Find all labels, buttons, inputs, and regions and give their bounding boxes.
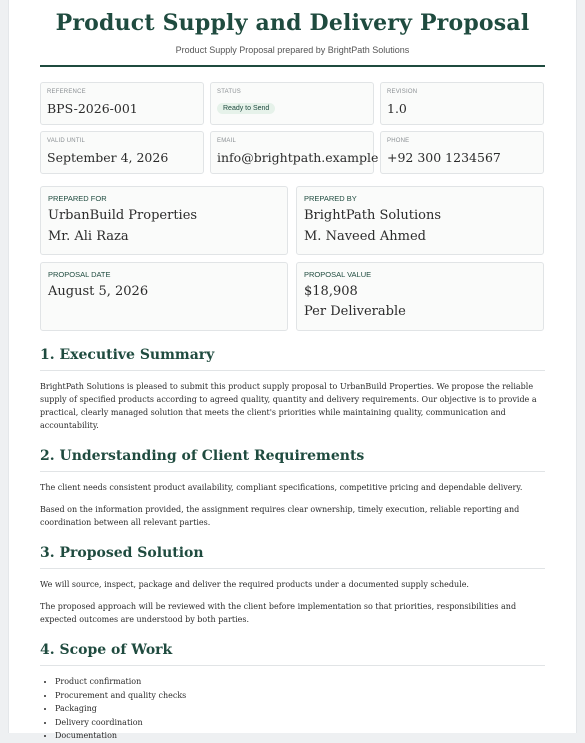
section-heading: 1. Executive Summary xyxy=(40,347,545,371)
proposal-value-label: PROPOSAL VALUE xyxy=(304,270,372,279)
section-executive-summary xyxy=(40,347,545,432)
list-item: • Documentation xyxy=(55,729,545,743)
client-contact: Mr. Ali Raza xyxy=(48,229,129,244)
proposal-date-value: August 5, 2026 xyxy=(48,284,149,299)
proposal-date-card xyxy=(40,262,288,331)
section-client-requirements xyxy=(40,448,545,529)
phone-label: PHONE xyxy=(387,138,410,144)
revision-field xyxy=(380,82,544,125)
section-paragraph: The client needs consistent product availability, compliant specifications, competitive pricing and dependable delivery. xyxy=(40,483,523,492)
valid-until-value: September 4, 2026 xyxy=(47,150,169,165)
section-paragraph: The proposed approach will be reviewed with the client before implementation so that priorities, responsibilities and expected outcomes are understood by both parties. xyxy=(40,602,517,624)
section-paragraph: Based on the information provided, the assignment requires clear ownership, timely execution, reliable reporting and coordination between all relevant parties. xyxy=(40,505,520,527)
document-title: Product Supply and Delivery Proposal xyxy=(55,10,530,36)
status-badge: Ready to Send xyxy=(217,103,275,114)
proposal-date-label: PROPOSAL DATE xyxy=(48,270,111,279)
meta-grid-row-1 xyxy=(40,82,545,125)
email-field xyxy=(210,131,379,174)
valid-until-field xyxy=(40,131,204,174)
list-item: • Delivery coordination xyxy=(55,716,545,730)
section-scope-of-work xyxy=(40,642,545,743)
list-item: • Procurement and quality checks xyxy=(55,689,545,703)
prepared-by-label: PREPARED BY xyxy=(304,194,357,203)
document-subtitle: Product Supply Proposal prepared by BrightPath Solutions xyxy=(175,45,410,55)
reference-value: BPS-2026-001 xyxy=(47,101,138,116)
proposal-info-grid xyxy=(40,262,545,331)
valid-until-label: VALID UNTIL xyxy=(47,138,86,144)
revision-label: REVISION xyxy=(387,89,418,95)
list-item: • Product confirmation xyxy=(55,675,545,689)
prepared-by-card xyxy=(296,186,544,255)
section-paragraph: BrightPath Solutions is pleased to submit this product supply proposal to UrbanBuild Properties. We propose the reliable supply of specified products according to agreed quality, quantity and delivery requirements. Our objective is to provide a practical, clearly managed solution that meets the client's priorities while maintaining quality, communication and accountability. xyxy=(40,382,537,430)
meta-grid-row-2 xyxy=(40,131,545,174)
status-label: STATUS xyxy=(217,89,241,95)
email-value[interactable]: info@brightpath.example xyxy=(217,150,379,165)
phone-value: +92 300 1234567 xyxy=(387,150,501,165)
proposal-value-card xyxy=(296,262,544,331)
section-paragraph: We will source, inspect, package and deliver the required products under a documented supply schedule. xyxy=(40,580,469,589)
section-heading: 3. Proposed Solution xyxy=(40,545,545,569)
title-divider xyxy=(40,65,545,67)
proposal-amount: $18,908 xyxy=(304,284,358,299)
reference-label: REFERENCE xyxy=(47,89,86,95)
proposal-page xyxy=(8,0,577,740)
status-field xyxy=(210,82,374,125)
prepared-for-card xyxy=(40,186,288,255)
email-label: EMAIL xyxy=(217,138,237,144)
section-proposed-solution xyxy=(40,545,545,626)
scope-list xyxy=(40,675,545,743)
section-heading: 4. Scope of Work xyxy=(40,642,545,666)
reference-field xyxy=(40,82,204,125)
vendor-company: BrightPath Solutions xyxy=(304,208,442,223)
section-heading: 2. Understanding of Client Requirements xyxy=(40,448,545,472)
prepared-for-label: PREPARED FOR xyxy=(48,194,107,203)
client-company: UrbanBuild Properties xyxy=(48,208,198,223)
parties-grid xyxy=(40,186,545,255)
vendor-contact: M. Naveed Ahmed xyxy=(304,229,426,244)
proposal-basis: Per Deliverable xyxy=(304,304,406,319)
phone-field xyxy=(380,131,544,174)
revision-value: 1.0 xyxy=(387,101,407,116)
list-item: • Packaging xyxy=(55,702,545,716)
